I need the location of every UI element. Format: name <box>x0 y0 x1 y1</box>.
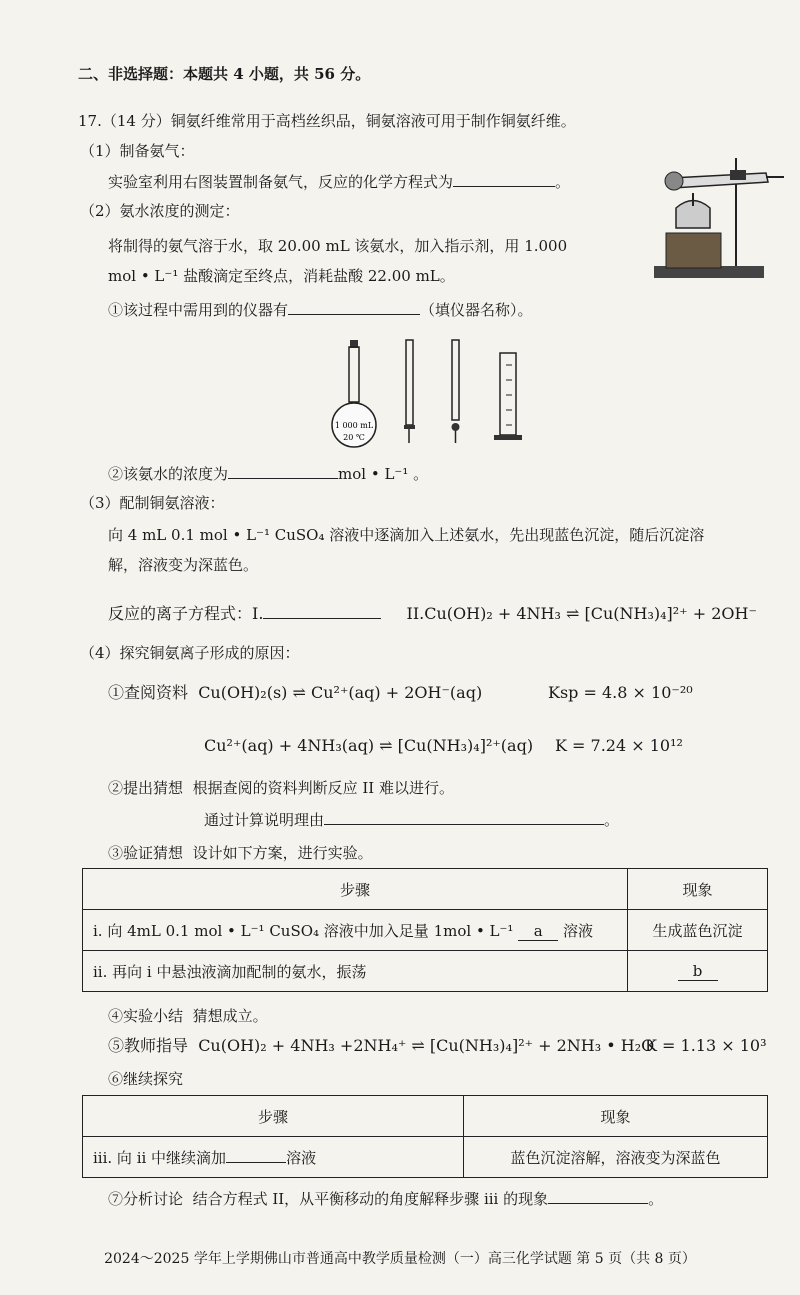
part1-question: 实验室利用右图装置制备氨气，反应的化学方程式为 。 <box>108 170 570 193</box>
step5-line: ⑤教师指导 Cu(OH)₂ + 4NH₃ +2NH₄⁺ ⇌ [Cu(NH₃)₄]²⁺ + 2NH₃ • H₂O <box>108 1036 655 1055</box>
table2-head-phenomenon: 现象 <box>464 1096 768 1137</box>
step2-line2: 通过计算说明理由 。 <box>204 808 619 831</box>
step4-line: ④实验小结 猜想成立。 <box>108 1007 268 1025</box>
part2-line2: mol • L⁻¹ 盐酸滴定至终点，消耗盐酸 22.00 mL。 <box>108 267 455 285</box>
step1-line1: ①查阅资料 Cu(OH)₂(s) ⇌ Cu²⁺(aq) + 2OH⁻(aq) <box>108 683 483 702</box>
part4-title: （4）探究铜氨离子形成的原因： <box>80 644 300 662</box>
ammonia-apparatus-diagram <box>646 148 786 283</box>
step2-line1: ②提出猜想 根据查阅的资料判断反应 II 难以进行。 <box>108 779 454 797</box>
answer-blank[interactable] <box>453 170 555 187</box>
section-title: 二、非选择题：本题共 4 小题，共 56 分。 <box>78 65 371 83</box>
answer-blank[interactable] <box>228 462 338 479</box>
part3-equations: 反应的离子方程式：I. II.Cu(OH)₂ + 4NH₃ ⇌ [Cu(NH₃)₄]²⁺ + 2OH⁻ <box>108 604 757 623</box>
table1-row1-step: i. 向 4mL 0.1 mol • L⁻¹ CuSO₄ 溶液中加入足量 1mol • L⁻¹ a 溶液 <box>83 910 628 951</box>
part2-line1: 将制得的氨气溶于水，取 20.00 mL 该氨水，加入指示剂，用 1.000 <box>108 237 568 255</box>
page-footer: 2024～2025 学年上学期佛山市普通高中教学质量检测（一）高三化学试题 第 5 页（共 8 页） <box>104 1251 696 1267</box>
part3-title: （3）配制铜氨溶液： <box>80 494 225 512</box>
blank-b[interactable]: b <box>678 962 718 981</box>
answer-blank[interactable] <box>324 808 604 825</box>
table2-head-step: 步骤 <box>83 1096 464 1137</box>
table1-head-step: 步骤 <box>83 869 628 910</box>
table1-row1-phenomenon: 生成蓝色沉淀 <box>628 910 768 951</box>
table1-row2-step: ii. 再向 i 中悬浊液滴加配制的氨水，振荡 <box>83 951 628 992</box>
experiment-table-2 <box>82 1095 768 1178</box>
k-value-2: K = 1.13 × 10³ <box>645 1036 767 1055</box>
k-value: K = 7.24 × 10¹² <box>555 736 683 755</box>
flask-label-volume: 1 000 mL <box>334 421 374 430</box>
q17-stem: 17.（14 分）铜氨纤维常用于高档丝织品，铜氨溶液可用于制作铜氨纤维。 <box>78 112 576 130</box>
part3-line1: 向 4 mL 0.1 mol • L⁻¹ CuSO₄ 溶液中逐滴加入上述氨水，先出现蓝色沉淀，随后沉淀溶 <box>108 526 705 544</box>
answer-blank[interactable] <box>226 1146 286 1163</box>
step7-line: ⑦分析讨论 结合方程式 II，从平衡移动的角度解释步骤 iii 的现象 。 <box>108 1187 663 1210</box>
part2-q2: ②该氨水的浓度为 mol • L⁻¹ 。 <box>108 462 428 485</box>
experiment-table-1 <box>82 868 768 992</box>
flask-label-temp: 20 ℃ <box>343 433 365 442</box>
answer-blank[interactable] <box>263 602 381 619</box>
part2-title: （2）氨水浓度的测定： <box>80 202 240 220</box>
blank-a[interactable]: a <box>518 922 558 941</box>
part1-title: （1）制备氨气： <box>80 142 195 160</box>
part3-line2: 解，溶液变为深蓝色。 <box>108 556 259 574</box>
table2-row1-phenomenon: 蓝色沉淀溶解，溶液变为深蓝色 <box>464 1137 768 1178</box>
table1-head-phenomenon: 现象 <box>628 869 768 910</box>
glassware-diagram <box>320 335 540 450</box>
table2-row1-step: iii. 向 ii 中继续滴加 溶液 <box>83 1137 464 1178</box>
step1-line2: Cu²⁺(aq) + 4NH₃(aq) ⇌ [Cu(NH₃)₄]²⁺(aq) <box>204 736 534 755</box>
step6-label: ⑥继续探究 <box>108 1070 184 1088</box>
part2-q1: ①该过程中需用到的仪器有 （填仪器名称）。 <box>108 298 533 321</box>
ksp-value: Ksp = 4.8 × 10⁻²⁰ <box>548 683 693 702</box>
answer-blank[interactable] <box>548 1187 648 1204</box>
answer-blank[interactable] <box>288 298 420 315</box>
table1-row2-phenomenon <box>628 951 768 992</box>
step3-line: ③验证猜想 设计如下方案，进行实验。 <box>108 844 373 862</box>
